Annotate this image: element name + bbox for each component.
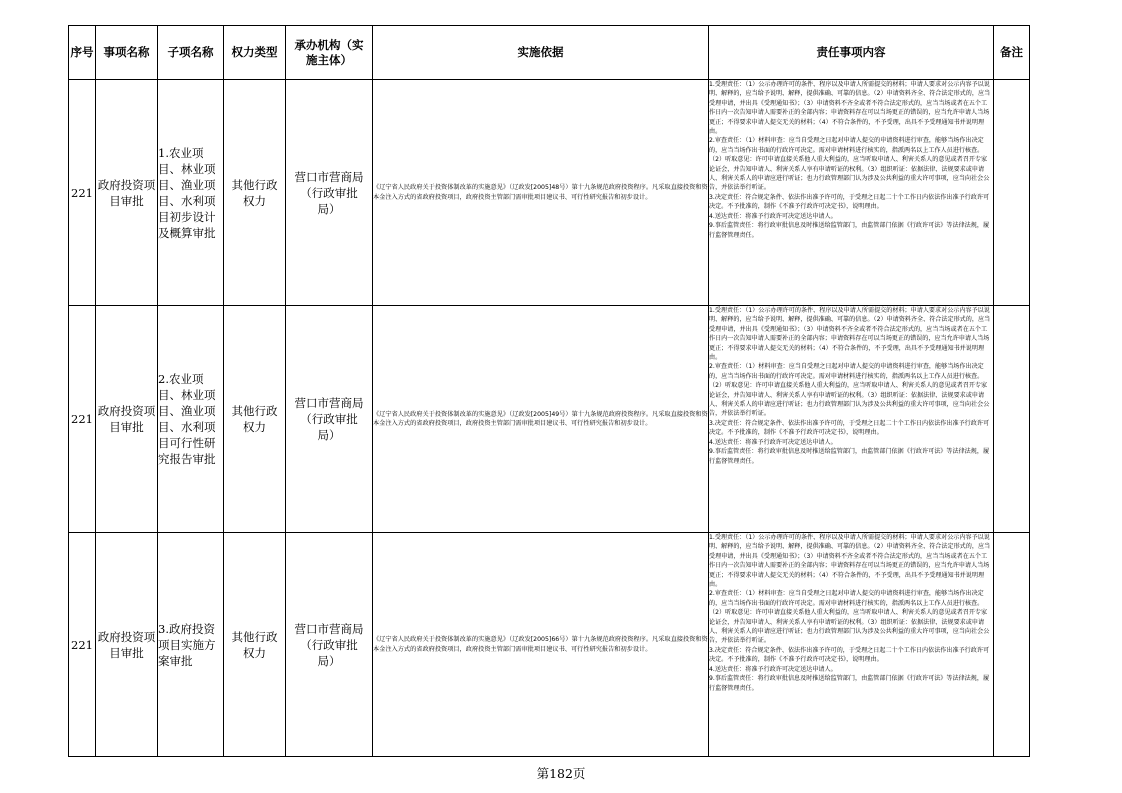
cell-item-name: 政府投资项目审批 — [96, 80, 158, 306]
responsibility-table — [68, 25, 1030, 757]
cell-note — [994, 533, 1030, 757]
page-number: 第182页 — [536, 766, 586, 781]
cell-basis: 《辽宁省人民政府关于投资体制改革的实施意见》（辽政发[2005]49号）第十九条规范政府投资程序。凡采取直接投资和资本金注入方式的省政府投资项目，政府投资主管部门需审批项目建议书、可行性研究报告和初步设计。 — [373, 306, 709, 533]
cell-note — [994, 80, 1030, 306]
header-seq: 序号 — [69, 26, 96, 80]
resp-delivery: 4.送达责任：将准予行政许可决定送达申请人。 — [709, 438, 837, 446]
cell-power-type: 其他行政权力 — [224, 533, 286, 757]
cell-org: 营口市营商局（行政审批局） — [286, 80, 373, 306]
resp-review: 2.审查责任：（1）材料审查：应当自受理之日起对申请人提交的申请资料进行审查，能够当场作出决定的，应当当场作出书面的行政许可决定。需对申请材料进行核实的，指派两名以上工作人员进行核查。（2）听取意见：许可申请直接关系他人重大利益的，应当听取申请人、利害关系人的意见或者召开专家论证会，并告知申请人、利害关系人享有申请听证的权利。（3）组织听证：依据法律、法规要求或申请人、利害关系人的申请应进行听证；也力行政管理部门认为涉及公共利益的重大许可事项，应当向社会公告，并依法举行听证。 — [709, 137, 990, 192]
header-basis: 实施依据 — [373, 26, 709, 80]
cell-basis: 《辽宁省人民政府关于投资体制改革的实施意见》（辽政发[2005]66号）第十九条规范政府投资程序。凡采取直接投资和资本金注入方式的省政府投资项目，政府投资主管部门需审批项目建议书、可行性研究报告和初步设计。 — [373, 533, 709, 757]
cell-sub-name: 1.农业项目、林业项目、渔业项目、水利项目初步设计及概算审批 — [158, 80, 224, 306]
resp-acceptance: 1.受理责任：（1）公示办理许可的条件、程序以及申请人所需提交的材料；申请人要求对公示内容予以说明、解释的，应当给予说明、解释，提供准确、可靠的信息。（2）申请资料齐全、符合法定形式的，应当受理申请，并出具《受理通知书》；（3）申请资料不齐全或者不符合法定形式的，应当当场或者在五个工作日内一次告知申请人需要补正的全部内容；申请资料存在可以当场更正的错误的，应当允许申请人当场更正；不得要求申请人提交无关的材料；（4）不符合条件的，不予受理，出具不予受理通知书并说明理由。 — [709, 307, 991, 362]
cell-item-name: 政府投资项目审批 — [96, 533, 158, 757]
resp-delivery: 4.送达责任：将准予行政许可决定送达申请人。 — [709, 212, 837, 220]
resp-acceptance: 1.受理责任：（1）公示办理许可的条件、程序以及申请人所需提交的材料；申请人要求对公示内容予以说明、解释的，应当给予说明、解释，提供准确、可靠的信息。（2）申请资料齐全、符合法定形式的，应当受理申请，并出具《受理通知书》；（3）申请资料不齐全或者不符合法定形式的，应当当场或者在五个工作日内一次告知申请人需要补正的全部内容；申请资料存在可以当场更正的错误的，应当允许申请人当场更正；不得要求申请人提交无关的材料；（4）不符合条件的，不予受理，出具不予受理通知书并说明理由。 — [709, 534, 991, 589]
table-row — [69, 533, 1030, 757]
cell-responsibility — [709, 533, 994, 757]
table-header-row — [69, 26, 1030, 80]
table-row — [69, 306, 1030, 533]
resp-decision: 3.决定责任：符合规定条件、依法作出准予许可的，于受理之日起二十个工作日内依法作出准予行政许可决定。不予批准的，制作《不准予行政许可决定书》，说明理由。 — [709, 419, 990, 437]
resp-supervision: 9.事后监管责任：将行政审批信息及时推送给监管部门，由监管部门依据《行政许可法》等法律法规，履行监督管理责任。 — [709, 222, 990, 239]
table-row — [69, 80, 1030, 306]
cell-org: 营口市营商局（行政审批局） — [286, 306, 373, 533]
cell-power-type: 其他行政权力 — [224, 80, 286, 306]
header-power-type: 权力类型 — [224, 26, 286, 80]
resp-review: 2.审查责任：（1）材料审查：应当自受理之日起对申请人提交的申请资料进行审查，能够当场作出决定的，应当当场作出书面的行政许可决定。需对申请材料进行核实的，指派两名以上工作人员进行核查。（2）听取意见：许可申请直接关系他人重大利益的，应当听取申请人、利害关系人的意见或者召开专家论证会，并告知申请人、利害关系人享有申请听证的权利。（3）组织听证：依据法律、法规要求或申请人、利害关系人的申请应进行听证；也力行政管理部门认为涉及公共利益的重大许可事项，应当向社会公告，并依法举行听证。 — [709, 363, 990, 418]
resp-acceptance: 1.受理责任：（1）公示办理许可的条件、程序以及申请人所需提交的材料；申请人要求对公示内容予以说明、解释的，应当给予说明、解释，提供准确、可靠的信息。（2）申请资料齐全、符合法定形式的，应当受理申请，并出具《受理通知书》；（3）申请资料不齐全或者不符合法定形式的，应当当场或者在五个工作日内一次告知申请人需要补正的全部内容；申请资料存在可以当场更正的错误的，应当允许申请人当场更正；不得要求申请人提交无关的材料；（4）不符合条件的，不予受理，出具不予受理通知书并说明理由。 — [709, 81, 991, 136]
cell-sub-name: 3.政府投资项目实施方案审批 — [158, 533, 224, 757]
cell-sub-name: 2.农业项目、林业项目、渔业项目、水利项目可行性研究报告审批 — [158, 306, 224, 533]
header-item-name: 事项名称 — [96, 26, 158, 80]
cell-seq: 221 — [69, 306, 96, 533]
cell-seq: 221 — [69, 80, 96, 306]
header-sub-name: 子项名称 — [158, 26, 224, 80]
resp-delivery: 4.送达责任：将准予行政许可决定送达申请人。 — [709, 665, 837, 673]
cell-seq: 221 — [69, 533, 96, 757]
cell-org: 营口市营商局（行政审批局） — [286, 533, 373, 757]
cell-basis: 《辽宁省人民政府关于投资体制改革的实施意见》（辽政发[2005]48号）第十九条规范政府投资程序。凡采取直接投资和资本金注入方式的省政府投资项目，政府投资主管部门需审批项目建议书、可行性研究报告和初步设计。 — [373, 80, 709, 306]
header-responsibility: 责任事项内容 — [709, 26, 994, 80]
resp-decision: 3.决定责任：符合规定条件、依法作出准予许可的，于受理之日起二十个工作日内依法作出准予行政许可决定。不予批准的，制作《不准予行政许可决定书》，说明理由。 — [709, 193, 990, 211]
resp-supervision: 9.事后监管责任：将行政审批信息及时推送给监管部门，由监管部门依据《行政许可法》等法律法规，履行监督管理责任。 — [709, 675, 990, 692]
cell-item-name: 政府投资项目审批 — [96, 306, 158, 533]
header-note: 备注 — [994, 26, 1030, 80]
cell-power-type: 其他行政权力 — [224, 306, 286, 533]
resp-supervision: 9.事后监管责任：将行政审批信息及时推送给监管部门，由监管部门依据《行政许可法》等法律法规，履行监督管理责任。 — [709, 448, 990, 465]
cell-responsibility — [709, 306, 994, 533]
resp-decision: 3.决定责任：符合规定条件、依法作出准予许可的，于受理之日起二十个工作日内依法作出准予行政许可决定。不予批准的，制作《不准予行政许可决定书》，说明理由。 — [709, 646, 990, 664]
cell-responsibility — [709, 80, 994, 306]
header-org: 承办机构（实施主体） — [286, 26, 373, 80]
resp-review: 2.审查责任：（1）材料审查：应当自受理之日起对申请人提交的申请资料进行审查，能够当场作出决定的，应当当场作出书面的行政许可决定。需对申请材料进行核实的，指派两名以上工作人员进行核查。（2）听取意见：许可申请直接关系他人重大利益的，应当听取申请人、利害关系人的意见或者召开专家论证会，并告知申请人、利害关系人享有申请听证的权利。（3）组织听证：依据法律、法规要求或申请人、利害关系人的申请应进行听证；也力行政管理部门认为涉及公共利益的重大许可事项，应当向社会公告，并依法举行听证。 — [709, 590, 990, 645]
cell-note — [994, 306, 1030, 533]
